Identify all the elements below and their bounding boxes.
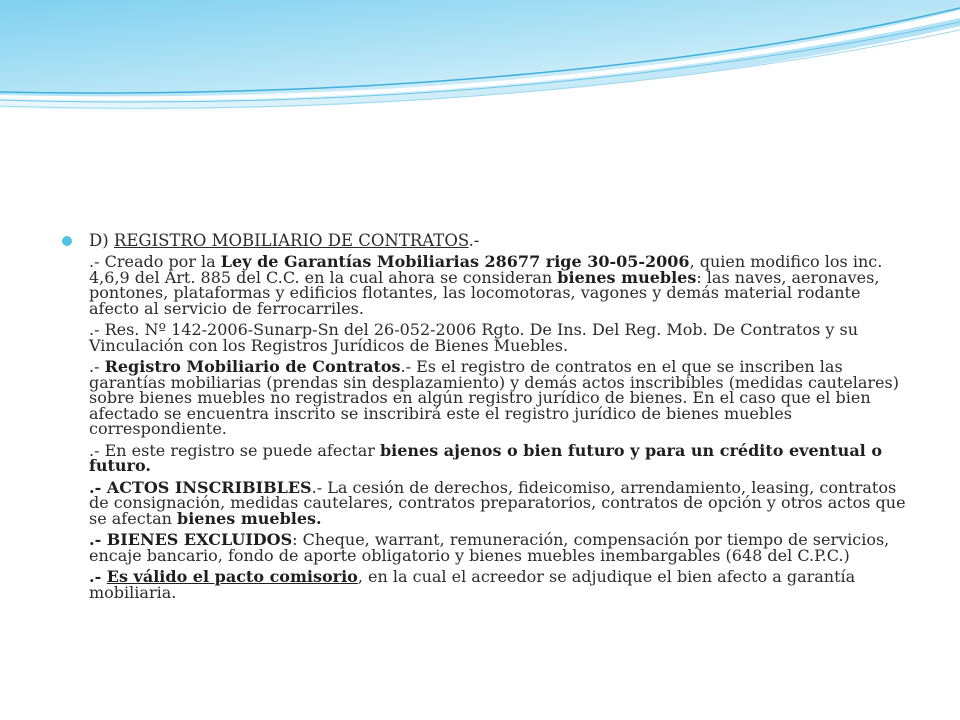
text-run: .- Creado por la [89, 252, 221, 271]
bold-text: .- [89, 567, 107, 586]
text-run: .- Es el registro de contratos en el que se inscriben las garantías mobiliarias (prendas sin desplazamiento) y demás actos inscribibles (medidas cautelares) sobre bienes muebles no registrados en algún registro jurídico de bienes. En el caso que el bien afectado se encuentra inscrito se inscribirá este el registro jurídico de bienes muebles correspondiente. [89, 357, 899, 438]
text-run: .- La cesión de derechos, fideicomiso, arrendamiento, leasing, contratos de consignación, medidas cautelares, contratos preparatorios, contratos de opción y otros actos que se afectan [89, 477, 906, 528]
text-run: , quien modifico los inc. 4,6,9 del Art. 885 del C.C. en la cual ahora se consideran [89, 252, 883, 287]
paragraph [89, 359, 910, 437]
bold-text: Es válido el pacto comisorio [106, 567, 358, 586]
paragraph [89, 569, 910, 600]
text-run: : las naves, aeronaves, pontones, plataformas y edificios flotantes, las locomotoras, vagones y demás material rodante afecto al servicio de ferrocarriles. [89, 267, 880, 318]
heading-suffix: .- [468, 231, 480, 250]
section-heading [62, 232, 910, 250]
bold-text: bienes muebles. [177, 508, 322, 528]
text-run: : Cheque, warrant, remuneración, compensación por tiempo de servicios, encaje bancario, fondo de aporte obligatorio y bienes muebles inembargables (648 del C.P.C.) [89, 530, 890, 565]
bold-text: .- ACTOS INSCRIBIBLES [89, 477, 312, 497]
bold-text: .- BIENES EXCLUIDOS [89, 530, 293, 549]
paragraph-list [62, 254, 910, 600]
text-run: .- [89, 357, 105, 376]
header-wave-decoration [0, 0, 960, 120]
text-run: , en la cual el acreedor se adjudique el bien afecto a garantía mobiliaria. [89, 567, 856, 602]
bold-text: bienes muebles [557, 267, 697, 287]
heading-title: REGISTRO MOBILIARIO DE CONTRATOS [113, 231, 469, 250]
paragraph [89, 440, 910, 475]
paragraph [89, 254, 910, 316]
bold-text: bienes ajenos o bien futuro y para un crédito eventual o futuro. [89, 440, 882, 475]
heading-prefix: D) [89, 231, 114, 250]
text-run: .- En este registro se puede afectar [89, 440, 380, 460]
paragraph [89, 477, 910, 528]
paragraph [89, 532, 910, 563]
bold-text: Registro Mobiliario de Contratos [104, 357, 401, 376]
text-run: .- Res. Nº 142-2006-Sunarp-Sn del 26-052-2006 Rgto. De Ins. Del Reg. Mob. De Contratos y su Vinculación con los Registros Jurídicos de Bienes Muebles. [89, 320, 859, 355]
bold-text: Ley de Garantías Mobiliarias 28677 rige 30-05-2006 [220, 252, 690, 271]
slide-content [62, 232, 910, 606]
bullet-dot-icon [62, 236, 72, 246]
paragraph [89, 322, 910, 353]
